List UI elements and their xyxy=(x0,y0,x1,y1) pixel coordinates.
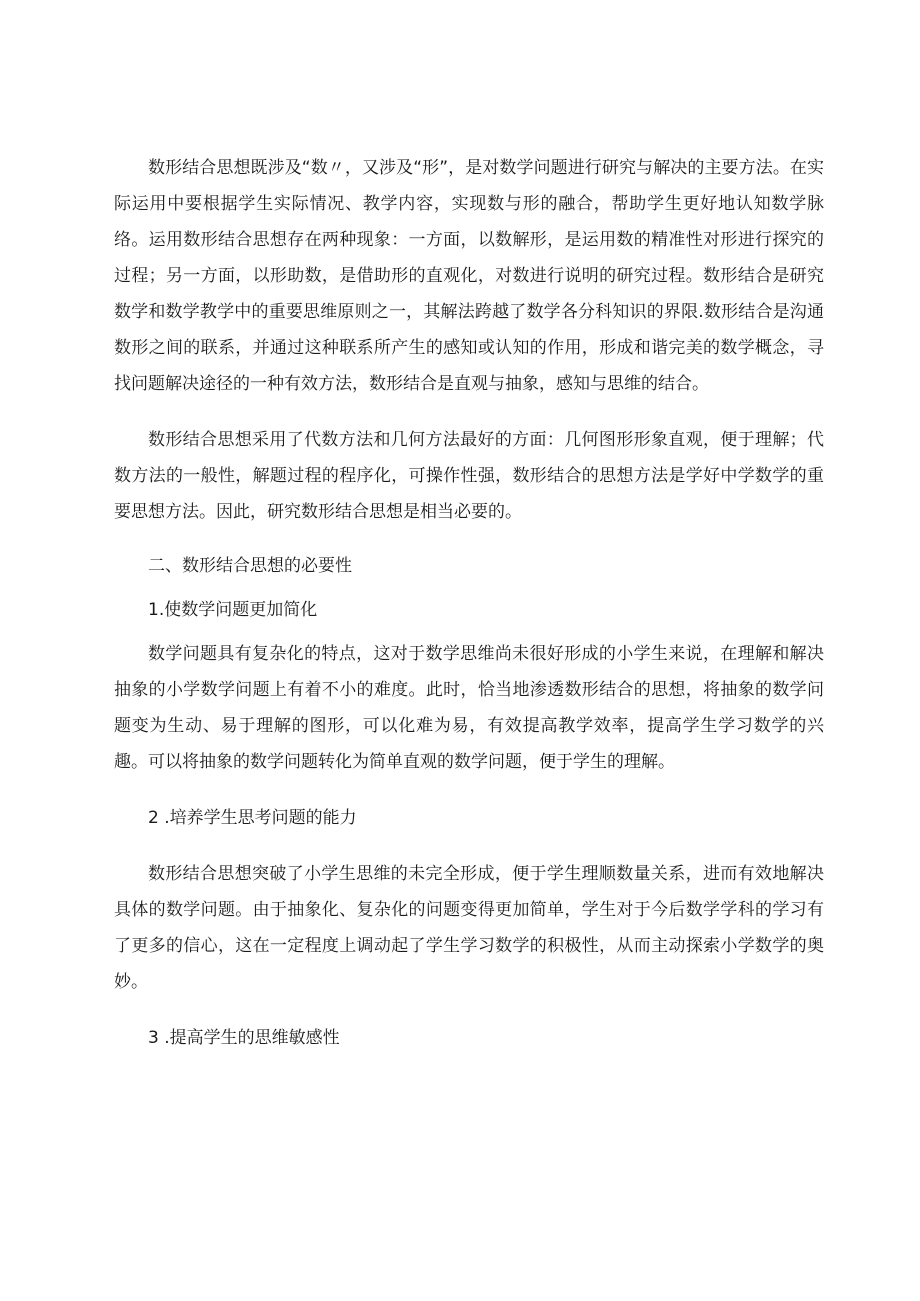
subheading-simplify: 1.使数学问题更加简化 xyxy=(148,600,318,620)
subheading-thinking-ability: 2 .培养学生思考问题的能力 xyxy=(148,808,357,828)
document-body xyxy=(114,150,824,1056)
paragraph-methods: 数形结合思想采用了代数方法和几何方法最好的方面：几何图形形象直观，便于理解；代数方法的一般性，解题过程的程序化，可操作性强，数形结合的思想方法是学好中学数学的重要思想方法。因此，研究数形结合思想是相当必要的。 xyxy=(114,430,824,522)
paragraph-intro: 数形结合思想既涉及“数〃，又涉及“形”，是对数学问题进行研究与解决的主要方法。在实际运用中要根据学生实际情况、教学内容，实现数与形的融合，帮助学生更好地认知数学脉络。运用数形结合思想存在两种现象：一方面，以数解形，是运用数的精准性对形进行探究的过程；另一方面，以形助数，是借助形的直观化，对数进行说明的研究过程。数形结合是研究数学和数学教学中的重要思维原则之一，其解法跨越了数学各分科知识的界限.数形结合是沟通数形之间的联系，并通过这种联系所产生的感知或认知的作用，形成和谐完美的数学概念，寻找问题解决途径的一种有效方法，数形结合是直观与抽象，感知与思维的结合。 xyxy=(114,158,824,394)
paragraph-thinking-ability: 数形结合思想突破了小学生思维的未完全形成，便于学生理顺数量关系，进而有效地解决具体的数学问题。由于抽象化、复杂化的问题变得更加简单，学生对于今后数学学科的学习有了更多的信心，这在一定程度上调动起了学生学习数学的积极性，从而主动探索小学数学的奥妙。 xyxy=(114,864,824,992)
subheading-sensitivity: 3 .提高学生的思维敏感性 xyxy=(148,1028,340,1048)
paragraph-simplify: 数学问题具有复杂化的特点，这对于数学思维尚未很好形成的小学生来说，在理解和解决抽象的小学数学问题上有着不小的难度。此时，恰当地渗透数形结合的思想，将抽象的数学问题变为生动、易于理解的图形，可以化难为易，有效提高教学效率，提高学生学习数学的兴趣。可以将抽象的数学问题转化为简单直观的数学问题，便于学生的理解。 xyxy=(114,644,824,772)
section-heading-necessity: 二、数形结合思想的必要性 xyxy=(148,556,352,576)
